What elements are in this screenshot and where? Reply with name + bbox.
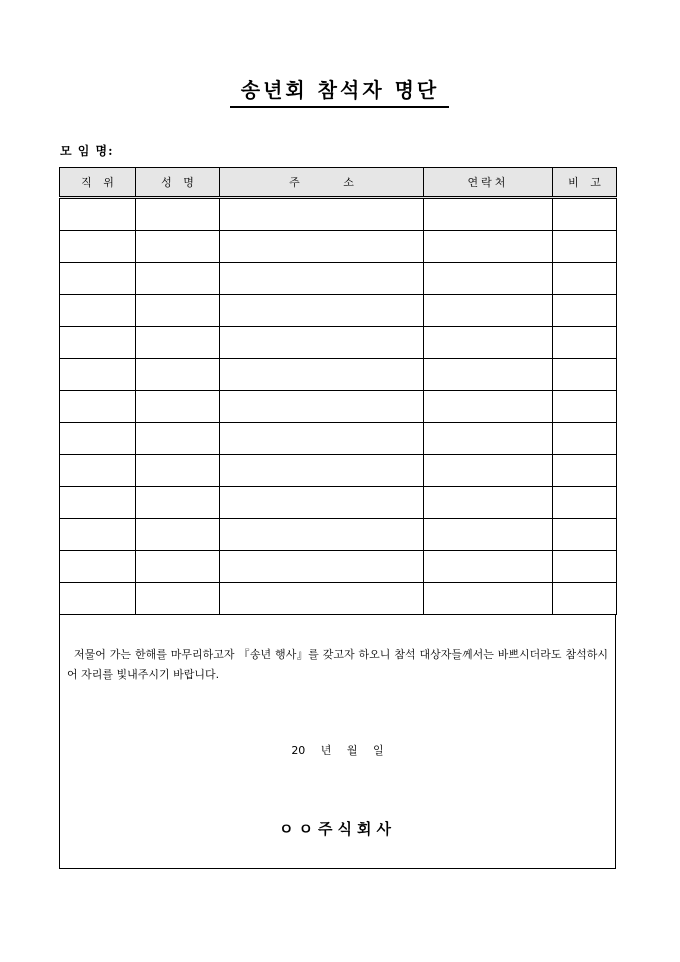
remarks-cell[interactable] [553,423,617,455]
table-body [60,198,617,615]
position-cell[interactable] [60,423,136,455]
table-row [60,455,617,487]
table-row [60,551,617,583]
contact-cell[interactable] [424,519,553,551]
remarks-cell[interactable] [553,231,617,263]
position-cell[interactable] [60,295,136,327]
position-cell[interactable] [60,231,136,263]
remarks-cell[interactable] [553,359,617,391]
contact-cell[interactable] [424,551,553,583]
table-row [60,263,617,295]
position-cell[interactable] [60,359,136,391]
remarks-cell[interactable] [553,487,617,519]
name-cell[interactable] [136,583,220,615]
position-cell[interactable] [60,519,136,551]
position-cell[interactable] [60,551,136,583]
address-cell[interactable] [220,295,424,327]
address-cell[interactable] [220,487,424,519]
table-row [60,391,617,423]
company-name: ㅇㅇ주식회사 [279,820,396,838]
contact-cell[interactable] [424,295,553,327]
contact-cell[interactable] [424,359,553,391]
position-cell[interactable] [60,391,136,423]
notice-text: 저물어 가는 한해를 마무리하고자 『송년 행사』를 갖고자 하오니 참석 대상자들께서는 바쁘시더라도 참석하시어 자리를 빛내주시기 바랍니다. [67,648,608,681]
name-cell[interactable] [136,295,220,327]
position-cell[interactable] [60,198,136,231]
remarks-cell[interactable] [553,391,617,423]
name-cell[interactable] [136,455,220,487]
table-row [60,519,617,551]
address-cell[interactable] [220,551,424,583]
meeting-name-label: 모 임 명: [60,144,114,158]
date-line: 20 년 월 일 [291,744,384,757]
address-cell[interactable] [220,263,424,295]
contact-cell[interactable] [424,263,553,295]
name-cell[interactable] [136,327,220,359]
header-position: 직 위 [60,168,136,198]
name-cell[interactable] [136,423,220,455]
table-row [60,327,617,359]
remarks-cell[interactable] [553,263,617,295]
address-cell[interactable] [220,455,424,487]
title-underline [230,106,449,108]
table-row [60,359,617,391]
address-cell[interactable] [220,423,424,455]
name-cell[interactable] [136,263,220,295]
contact-cell[interactable] [424,583,553,615]
header-contact: 연락처 [424,168,553,198]
address-cell[interactable] [220,198,424,231]
attendee-table [59,167,617,615]
name-cell[interactable] [136,231,220,263]
name-cell[interactable] [136,551,220,583]
address-cell[interactable] [220,391,424,423]
table-row [60,487,617,519]
address-cell[interactable] [220,231,424,263]
position-cell[interactable] [60,487,136,519]
table-row [60,295,617,327]
remarks-cell[interactable] [553,295,617,327]
contact-cell[interactable] [424,198,553,231]
position-cell[interactable] [60,455,136,487]
table-row [60,198,617,231]
contact-cell[interactable] [424,487,553,519]
header-name: 성 명 [136,168,220,198]
contact-cell[interactable] [424,327,553,359]
address-cell[interactable] [220,519,424,551]
contact-cell[interactable] [424,231,553,263]
remarks-cell[interactable] [553,583,617,615]
contact-cell[interactable] [424,455,553,487]
contact-cell[interactable] [424,391,553,423]
remarks-cell[interactable] [553,327,617,359]
header-address: 주 소 [220,168,424,198]
position-cell[interactable] [60,263,136,295]
address-cell[interactable] [220,583,424,615]
contact-cell[interactable] [424,423,553,455]
address-cell[interactable] [220,359,424,391]
table-row [60,231,617,263]
remarks-cell[interactable] [553,198,617,231]
remarks-cell[interactable] [553,519,617,551]
address-cell[interactable] [220,327,424,359]
table-row [60,423,617,455]
name-cell[interactable] [136,391,220,423]
header-remarks: 비 고 [553,168,617,198]
name-cell[interactable] [136,487,220,519]
table-header-row [60,168,617,198]
name-cell[interactable] [136,519,220,551]
name-cell[interactable] [136,198,220,231]
remarks-cell[interactable] [553,455,617,487]
name-cell[interactable] [136,359,220,391]
notice-section [59,614,616,869]
position-cell[interactable] [60,583,136,615]
document-title: 송년회 참석자 명단 [240,78,440,102]
remarks-cell[interactable] [553,551,617,583]
table-row [60,583,617,615]
position-cell[interactable] [60,327,136,359]
